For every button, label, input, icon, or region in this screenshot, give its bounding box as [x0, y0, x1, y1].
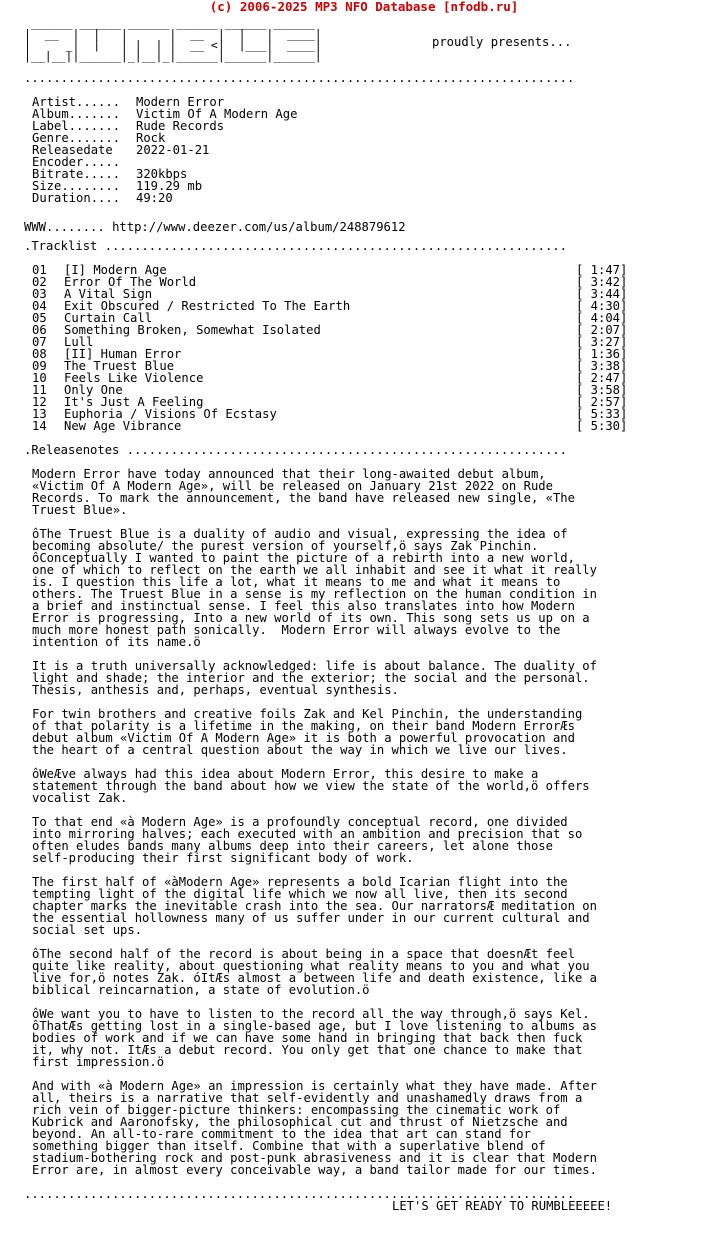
track-number: 11	[32, 383, 47, 397]
track-duration: [ 5:33]	[576, 407, 628, 421]
www-line	[24, 216, 406, 235]
track-duration: [ 3:38]	[576, 359, 628, 373]
site-header: (c) 2006-2025 MP3 NFO Database [nfodb.ru]	[209, 0, 519, 14]
info-label: Size........	[32, 179, 121, 193]
track-number: 12	[32, 395, 47, 409]
track-title: Exit Obscured / Restricted To The Earth	[64, 299, 351, 313]
info-value: Modern Error	[136, 95, 225, 109]
tracklist-header: .Tracklist ...............................................................	[24, 239, 567, 253]
track-number: 05	[32, 311, 47, 325]
track-duration: [ 2:57]	[576, 395, 628, 409]
track-title: Feels Like Violence	[64, 371, 204, 385]
info-label: Label.......	[32, 119, 121, 133]
info-value: Rock	[136, 131, 166, 145]
track-title: Euphoria / Visions Of Ecstasy	[64, 407, 277, 421]
track-title: New Age Vibrance	[64, 419, 182, 433]
info-block	[24, 96, 297, 204]
track-duration: [ 3:58]	[576, 383, 628, 397]
track-title: Something Broken, Somewhat Isolated	[64, 323, 321, 337]
track-row	[24, 324, 644, 336]
track-number: 13	[32, 407, 47, 421]
releasenotes-header: .Releasenotes ............................................................	[24, 443, 567, 457]
info-value: 119.29 mb	[136, 179, 203, 193]
track-title: Lull	[64, 335, 94, 349]
track-duration: [ 5:30]	[576, 419, 628, 433]
info-value: 320kbps	[136, 167, 188, 181]
info-value: Rude Records	[136, 119, 225, 133]
track-title: Error Of The World	[64, 275, 197, 289]
track-duration: [ 3:42]	[576, 275, 628, 289]
info-label: Album.......	[32, 107, 121, 121]
track-duration: [ 3:27]	[576, 335, 628, 349]
track-title: The Truest Blue	[64, 359, 175, 373]
releasenotes-text: Modern Error have today announced that their long-awaited debut album, «Victim Of A Modern Age», will be released on January 21st 2022 on Rude Records. To mark the announcement, the band have released new single, «The Truest Blue». ôThe Truest Blue is a duality of audio and visual, expressing the idea of becoming absolute/ the purest version of yourself,ö says Zak Pinchin. ôConceptually I wanted to paint the picture of a rebirth into a new world, one of which to reflect on the earth we all inhabit and see it what it really is. I question this life a lot, what it means to me and what it means to others. The Truest Blue in a sense is my reflection on the human condition in a brief and instinctual sense. I feel this also translates into how Modern Error is progressing, Into a new world of its own. This song sets us up on a much more honest path sonically. Modern Error will always evolve to the intention of its name.ö It is a truth universally acknowledged: life is about balance. The duality of light and shade; the interior and the exterior; the social and the personal. Thesis, anthesis and, perhaps, eventual synthesis. For twin brothers and creative foils Zak and Kel Pinchin, the understanding of that polarity is a lifetime in the making, on their band Modern ErrorÆs debut album «Victim Of A Modern Age» it is both a powerful provocation and the heart of a central question about the way in which we live our lives. ôWeÆve always had this idea about Modern Error, this desire to make a statement through the band about how we view the state of the world,ö offers vocalist Zak. To that end «à Modern Age» is a profoundly conceptual record, one divided into mirroring halves; each executed with an ambition and precision that so often eludes bands many albums deep into their careers, let alone those self-producing their first significant body of work. The first half of «àModern Age» represents a bold Icarian flight into the tempting light of the digital life which we now all live, then its second chapter marks the inevitable crash into the sea. Our narratorsÆ meditation on the essential hollowness many of us suffer under in our current cultural and social set ups. ôThe second half of the record is about being in a space that doesnÆt feel quite like reality, about questioning what reality means to you and what you live for,ö notes Zak. óItÆs almost a between life and death existence, like a biblical reincarnation, a state of evolution.ö ôWe want you to have to listen to the record all the way through,ö says Kel. ôThatÆs getting lost in a single-based age, but I love listening to albums as bodies of work and if we can have some hand in bringing that back then fuck it, why not. ItÆs a debut record. You only get that one chance to make that first impression.ö And with «à Modern Age» an impression is certainly what they have made. After all, theirs is a narrative that self-evidently and unashamedly draws from a rich vein of bigger-picture thinkers: encompassing the cinematic work of Kubrick and Aaronofsky, the philosophical cut and thrust of Nietzsche and beyond. An all-to-rare commitment to the idea that art can stand for something bigger than itself. Combine that with a superlative blend of stadium-bothering rock and post-punk abrasiveness and it is clear that Modern Error are, in almost every conceivable way, a band tailor made for our times.	[32, 467, 597, 1177]
www-label: WWW........	[24, 220, 105, 234]
track-title: [I] Modern Age	[64, 263, 167, 277]
info-label: Bitrate.....	[32, 167, 121, 181]
separator-top: ...........................................................................	[24, 71, 575, 85]
info-label: Encoder.....	[32, 155, 121, 169]
track-number: 04	[32, 299, 47, 313]
track-number: 01	[32, 263, 47, 277]
info-label: Artist......	[32, 95, 121, 109]
separator-bottom: ...........................................................................	[24, 1187, 575, 1201]
track-title: It's Just A Feeling	[64, 395, 204, 409]
track-number: 06	[32, 323, 47, 337]
presents-text: proudly presents...	[432, 35, 572, 49]
footer-text: LET'S GET READY TO RUMBLEEEEE!	[392, 1199, 613, 1213]
track-duration: [ 4:04]	[576, 311, 628, 325]
track-row	[24, 420, 644, 432]
track-title: Only One	[64, 383, 123, 397]
track-number: 03	[32, 287, 47, 301]
track-duration: [ 1:36]	[576, 347, 628, 361]
track-number: 09	[32, 359, 47, 373]
track-number: 10	[32, 371, 47, 385]
info-label: Duration....	[32, 191, 121, 205]
info-value: 49:20	[136, 191, 173, 205]
track-duration: [ 2:07]	[576, 323, 628, 337]
info-label: Releasedate	[32, 143, 113, 157]
tracklist	[24, 264, 644, 432]
info-value: 2022-01-21	[136, 143, 210, 157]
track-duration: [ 2:47]	[576, 371, 628, 385]
info-row	[24, 192, 297, 204]
track-title: [II] Human Error	[64, 347, 182, 361]
www-url: http://www.deezer.com/us/album/248879612	[112, 220, 406, 234]
track-number: 08	[32, 347, 47, 361]
track-duration: [ 1:47]	[576, 263, 628, 277]
track-number: 02	[32, 275, 47, 289]
track-title: Curtain Call	[64, 311, 153, 325]
track-title: A Vital Sign	[64, 287, 153, 301]
info-label: Genre.......	[32, 131, 121, 145]
track-number: 07	[32, 335, 47, 349]
rumble-logo: ______ ______ ______ ______ ______ ______ | __ | | | | __ | | | ____| | _| | | | | | __ <| |___| ____| |__|__||______|_|__|_|______|______|______|	[24, 16, 322, 63]
info-value: Victim Of A Modern Age	[136, 107, 298, 121]
track-duration: [ 4:30]	[576, 299, 628, 313]
track-number: 14	[32, 419, 47, 433]
track-duration: [ 3:44]	[576, 287, 628, 301]
